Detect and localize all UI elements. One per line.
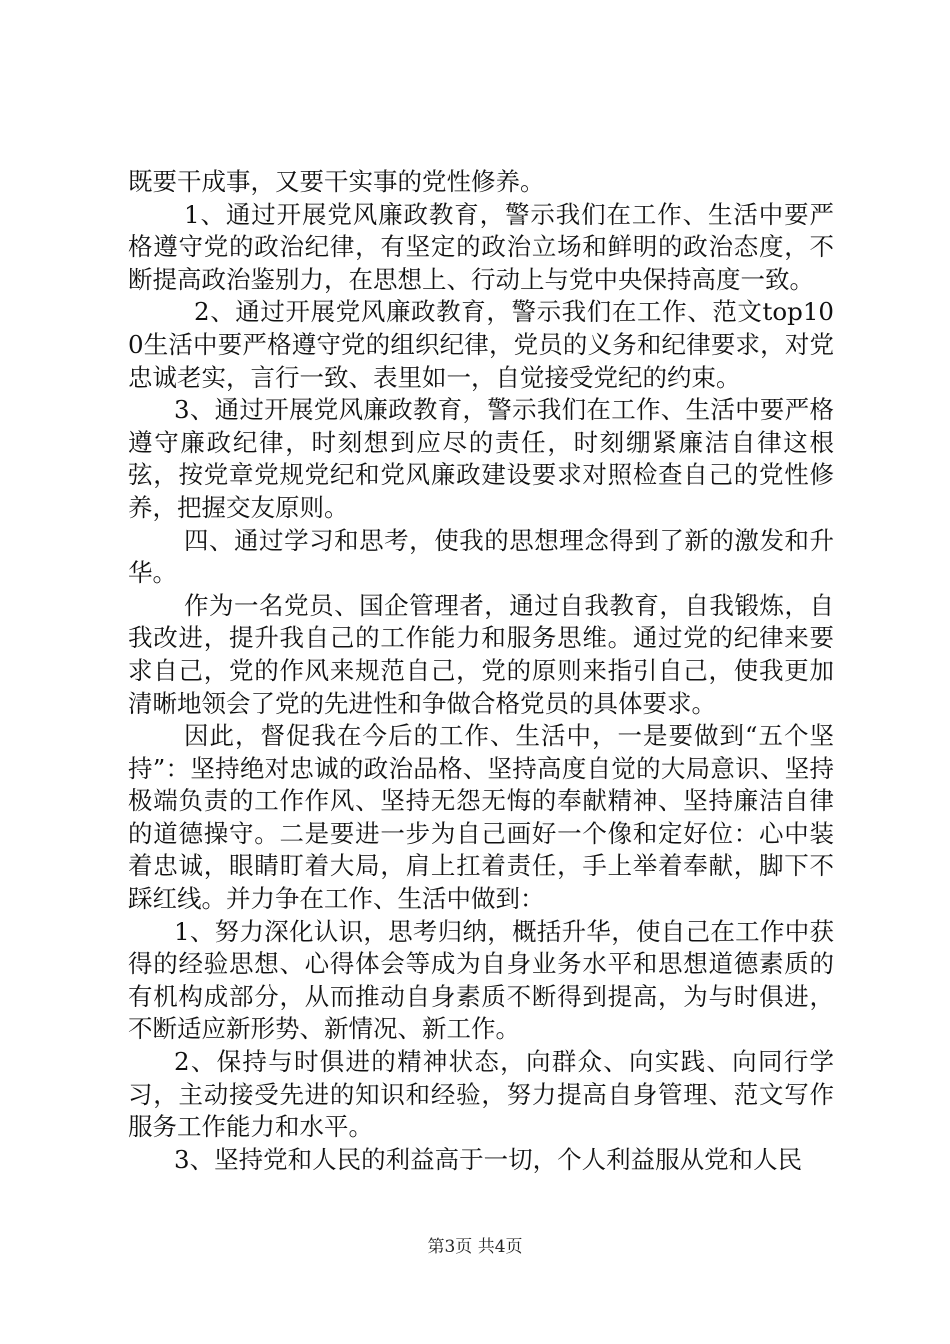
paragraph-point-1: 1、通过开展党风廉政教育，警示我们在工作、生活中要严格遵守党的政治纪律，有坚定的政治立场和鲜明的政治态度，不断提高政治鉴别力，在思想上、行动上与党中央保持高度一致。 (128, 199, 834, 294)
paragraph-action-2: 2、保持与时俱进的精神状态，向群众、向实践、向同行学习，主动接受先进的知识和经验，努力提高自身管理、范文写作服务工作能力和水平。 (128, 1047, 834, 1142)
paragraph-point-2: 2、通过开展党风廉政教育，警示我们在工作、范文top100生活中要严格遵守党的组织纪律，党员的义务和纪律要求，对党忠诚老实，言行一致、表里如一，自觉接受党纪的约束。 (128, 297, 834, 392)
page-number-footer: 第3页 共4页 (427, 1237, 523, 1257)
paragraph-point-3: 3、通过开展党风廉政教育，警示我们在工作、生活中要严格遵守廉政纪律，时刻想到应尽的责任，时刻绷紧廉洁自律这根弦，按党章党规党纪和党风廉政建设要求对照检查自己的党性修养，把握交友原则。 (128, 395, 834, 522)
paragraph-section-four: 四、通过学习和思考，使我的思想理念得到了新的激发和升华。 (128, 525, 834, 588)
paragraph-role: 作为一名党员、国企管理者，通过自我教育，自我锻炼，自我改进，提升我自己的工作能力和服务思维。通过党的纪律来要求自己，党的作风来规范自己，党的原则来指引自己，使我更加清晰地领会了党的先进性和争做合格党员的具体要求。 (128, 590, 834, 718)
document-body (128, 166, 834, 1176)
paragraph-five-persistences: 因此，督促我在今后的工作、生活中，一是要做到“五个坚持”：坚持绝对忠诚的政治品格、坚持高度自觉的大局意识、坚持极端负责的工作作风、坚持无怨无悔的奉献精神、坚持廉洁自律的道德操守。二是要进一步为自己画好一个像和定好位：心中装着忠诚，眼睛盯着大局，肩上扛着责任，手上举着奉献，脚下不踩红线。并力争在工作、生活中做到： (128, 721, 834, 914)
paragraph-action-1: 1、努力深化认识，思考归纳，概括升华，使自己在工作中获得的经验思想、心得体会等成为自身业务水平和思想道德素质的有机构成部分，从而推动自身素质不断得到提高，为与时俱进，不断适应新形势、新情况、新工作。 (128, 916, 834, 1044)
paragraph-continuation: 既要干成事，又要干实事的党性修养。 (128, 167, 545, 196)
paragraph-action-3: 3、坚持党和人民的利益高于一切，个人利益服从党和人民 (174, 1144, 803, 1174)
